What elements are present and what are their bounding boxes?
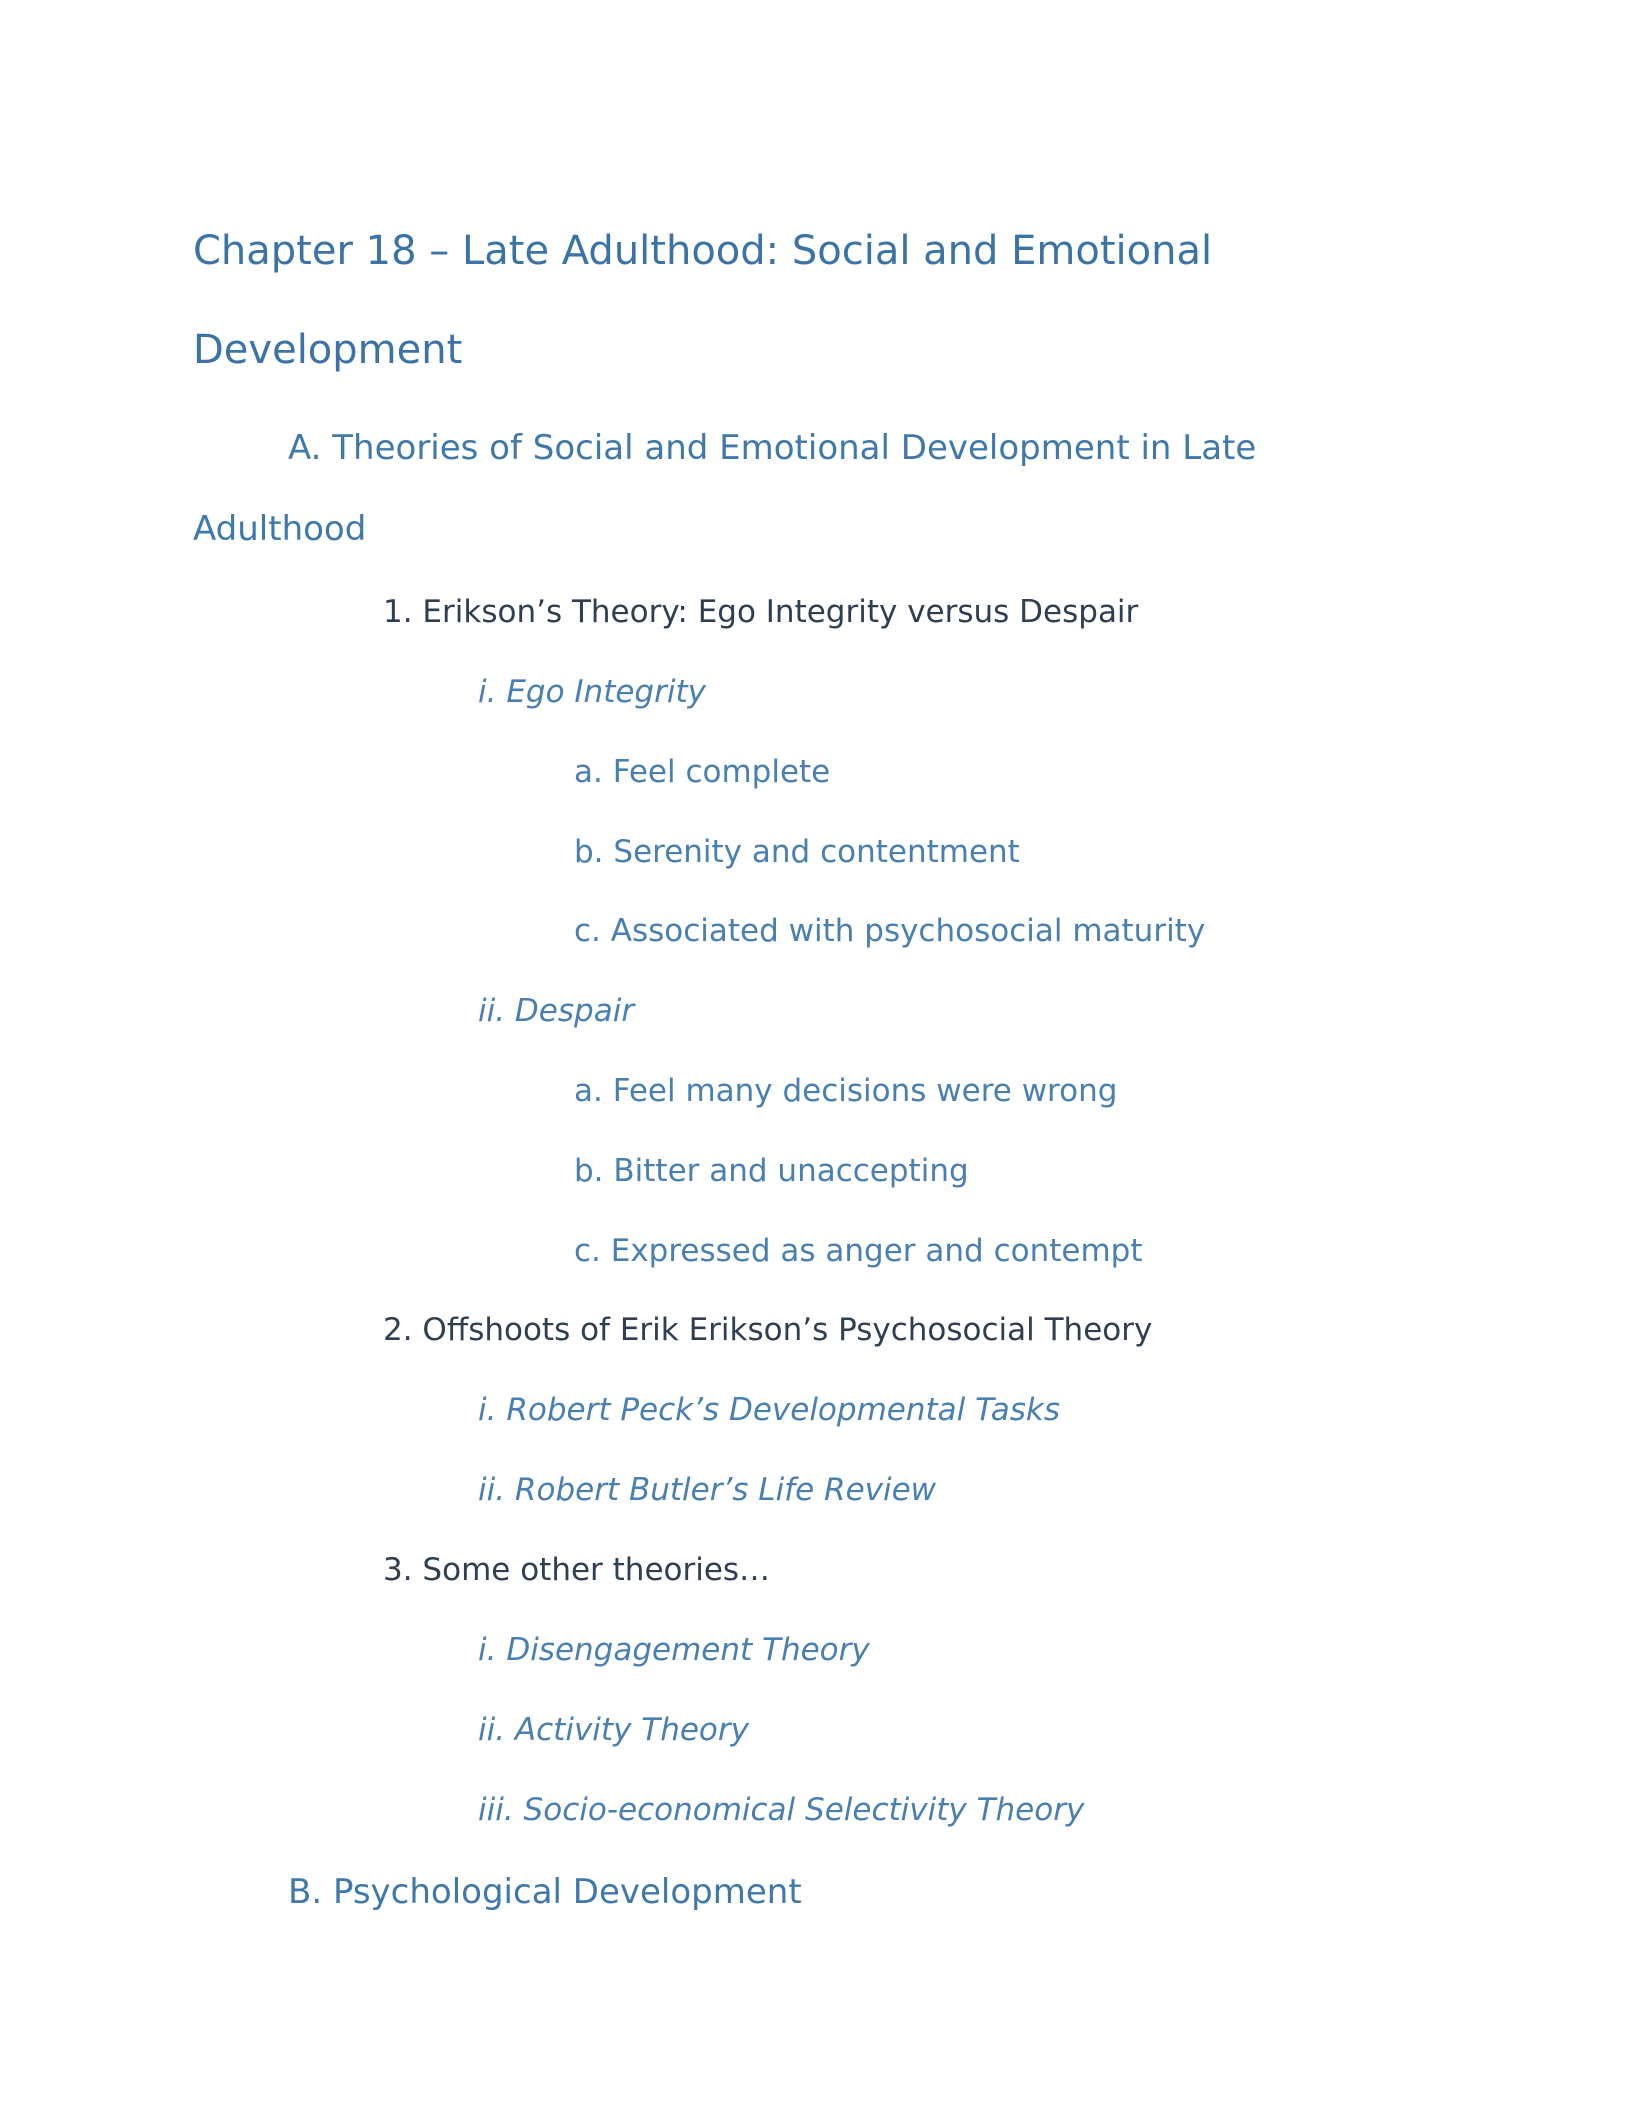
section-a-heading-line-2: Adulthood	[193, 509, 367, 549]
topic-2-sub-2: ii. Robert Butler’s Life Review	[478, 1472, 937, 1508]
topic-3-sub-3: iii. Socio-economical Selectivity Theory	[478, 1792, 1085, 1828]
chapter-title-line-2: Development	[193, 327, 463, 373]
topic-1-sub-1: i. Ego Integrity	[478, 674, 706, 710]
topic-1-sub-1-item-a: a. Feel complete	[574, 754, 831, 790]
topic-1-sub-2-item-b: b. Bitter and unaccepting	[574, 1153, 969, 1189]
topic-3-heading: 3. Some other theories…	[383, 1552, 771, 1588]
topic-3-sub-1: i. Disengagement Theory	[478, 1632, 870, 1668]
topic-2-sub-1: i. Robert Peck’s Developmental Tasks	[478, 1392, 1061, 1428]
topic-1-heading: 1. Erikson’s Theory: Ego Integrity versus Despair	[383, 594, 1139, 630]
topic-1-sub-2-item-a: a. Feel many decisions were wrong	[574, 1073, 1118, 1109]
topic-3-sub-2: ii. Activity Theory	[478, 1712, 749, 1748]
topic-1-sub-1-item-b: b. Serenity and contentment	[574, 834, 1020, 870]
topic-1-sub-2: ii. Despair	[478, 993, 635, 1029]
topic-1-sub-1-item-c: c. Associated with psychosocial maturity	[574, 913, 1206, 949]
section-a-heading-line-1: A. Theories of Social and Emotional Development in Late	[288, 428, 1257, 468]
topic-2-heading: 2. Offshoots of Erik Erikson’s Psychosocial Theory	[383, 1312, 1153, 1348]
chapter-title-line-1: Chapter 18 – Late Adulthood: Social and Emotional	[193, 228, 1213, 274]
section-b-heading: B. Psychological Development	[288, 1872, 802, 1912]
topic-1-sub-2-item-c: c. Expressed as anger and contempt	[574, 1233, 1143, 1269]
